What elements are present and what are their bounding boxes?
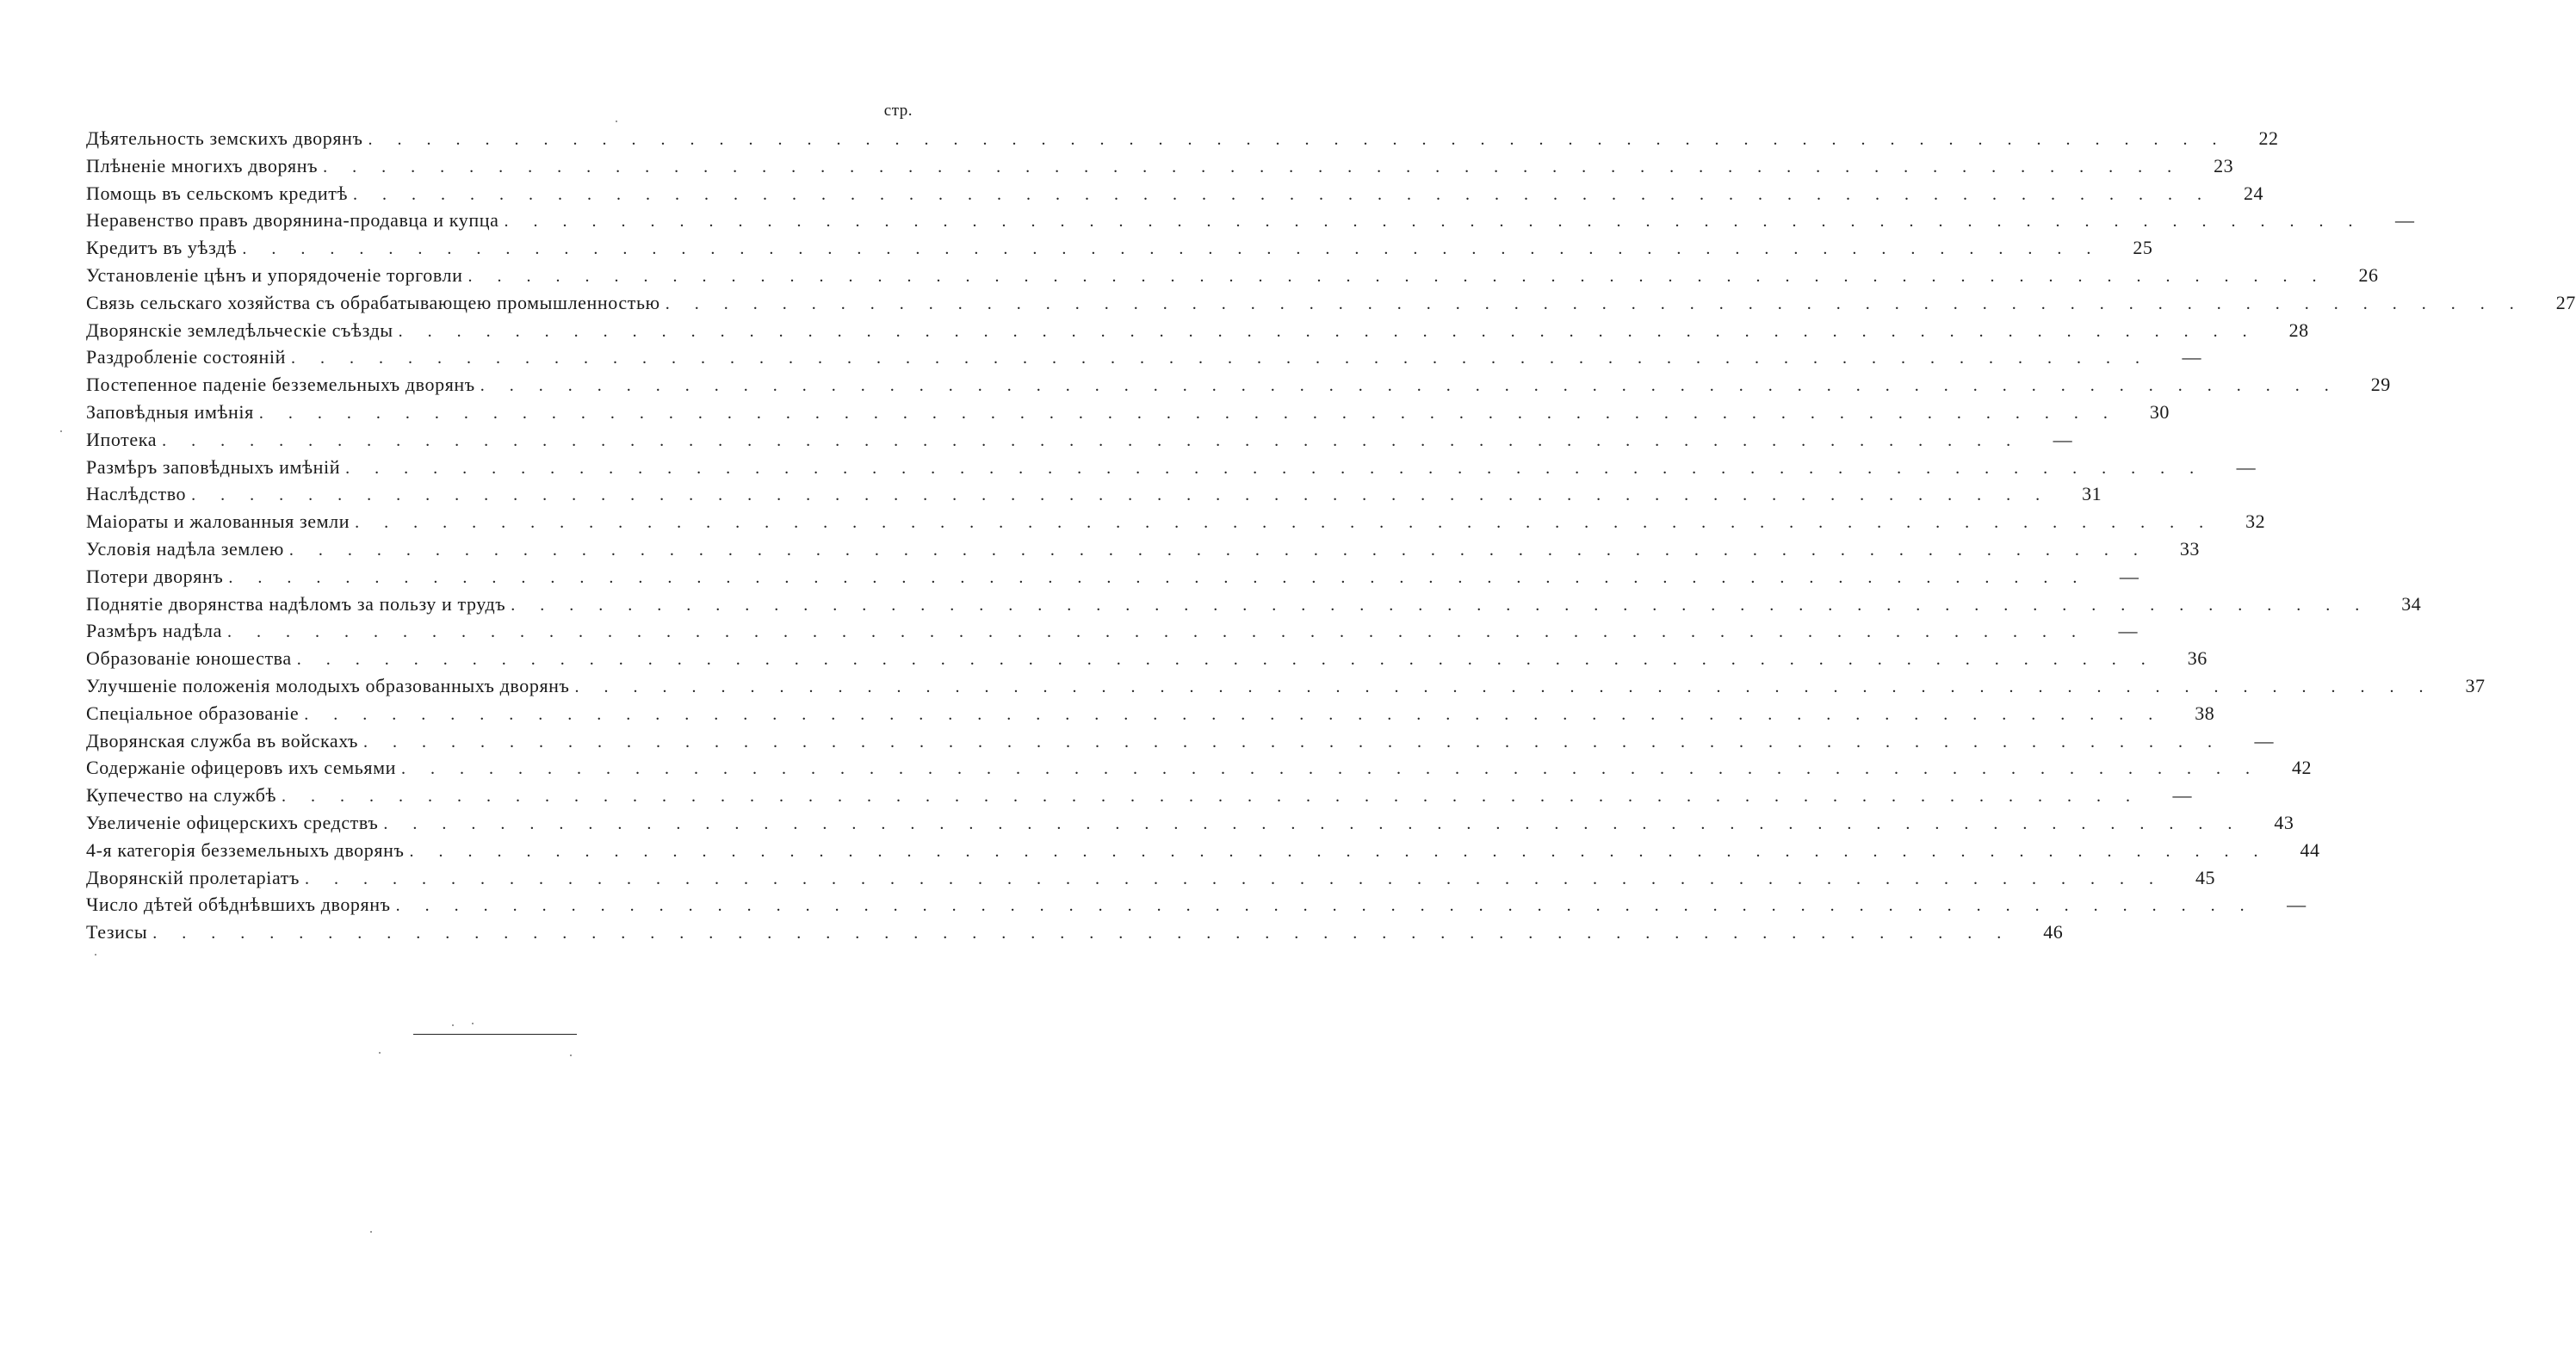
toc-entry-title: Дворянская служба въ войскахъ xyxy=(86,729,359,752)
toc-dot-leader: . . . . . . . . . . . . . . . . . . . . . . . . . . . . . . . . . . . . . . . . . . . . . . . . . . . . . . . . . . . . . . . . xyxy=(511,595,2370,615)
toc-entry-title: Потери дворянъ xyxy=(86,565,224,587)
toc-dot-leader: . . . . . . . . . . . . . . . . . . . . . . . . . . . . . . . . . . . . . . . . . . . . . . . . . . . . . . . . . . . . . . . . xyxy=(304,704,2164,724)
toc-entry xyxy=(86,864,2215,892)
toc-entry xyxy=(86,234,2153,262)
toc-entry xyxy=(86,919,2064,946)
toc-entry-title: Неравенство правъ дворянина-продавца и купца xyxy=(86,209,499,232)
toc-dot-leader: . . . . . . . . . . . . . . . . . . . . . . . . . . . . . . . . . . . . . . . . . . . . . . . . . . . . . . . . . . . . . . . . xyxy=(152,924,2012,943)
toc-entry xyxy=(86,591,2422,618)
toc-entry xyxy=(86,371,2391,399)
toc-entry-title: Постепенное паденіе безземельныхъ дворянъ xyxy=(86,374,475,396)
toc-dot-leader: . . . . . . . . . . . . . . . . . . . . . . . . . . . . . . . . . . . . . . . . . . . . . . . . . . . . . . . . . . . . . . . . xyxy=(296,650,2156,670)
toc-entry-title: Раздробленіе состояній xyxy=(86,346,286,368)
scan-speck xyxy=(370,1231,372,1233)
toc-entry-title: Содержаніе офицеровъ ихъ семьями xyxy=(86,757,396,779)
toc-dot-leader: . . . . . . . . . . . . . . . . . . . . . . . . . . . . . . . . . . . . . . . . . . . . . . . . . . . . . . . . . . . . . . . . xyxy=(409,841,2269,861)
toc-entry-page: — xyxy=(2118,620,2138,642)
toc-entry-page: 38 xyxy=(2195,702,2215,724)
toc-dot-leader: . . . . . . . . . . . . . . . . . . . . . . . . . . . . . . . . . . . . . . . . . . . . . . . . . . . . . . . . . . . . . . . . xyxy=(468,266,2327,286)
toc-entry-page: 46 xyxy=(2043,921,2064,943)
toc-entry xyxy=(86,262,2379,289)
toc-entry-page: 43 xyxy=(2274,811,2294,833)
toc-dot-leader: . . . . . . . . . . . . . . . . . . . . . . . . . . . . . . . . . . . . . . . . . . . . . . . . . . . . . . . . . . . . . . . . xyxy=(288,540,2148,560)
toc-dot-leader: . . . . . . . . . . . . . . . . . . . . . . . . . . . . . . . . . . . . . . . . . . . . . . . . . . . . . . . . . . . . . . . . xyxy=(504,212,2363,232)
toc-dot-leader: . . . . . . . . . . . . . . . . . . . . . . . . . . . . . . . . . . . . . . . . . . . . . . . . . . . . . . . . . . . . . . . . xyxy=(242,239,2102,259)
toc-entry-page: 36 xyxy=(2187,647,2208,670)
table-of-contents xyxy=(86,125,2576,946)
scan-speck xyxy=(452,1024,454,1026)
toc-entry-page: 45 xyxy=(2195,866,2215,888)
toc-entry-title: Образованіе юношества xyxy=(86,647,292,670)
toc-entry-page: 42 xyxy=(2291,757,2312,779)
toc-dot-leader: . . . . . . . . . . . . . . . . . . . . . . . . . . . . . . . . . . . . . . . . . . . . . . . . . . . . . . . . . . . . . . . . xyxy=(665,294,2524,313)
toc-entry-page: 31 xyxy=(2082,483,2102,505)
toc-entry-page: 34 xyxy=(2401,592,2422,615)
toc-entry-title: Кредитъ въ уѣздѣ xyxy=(86,237,238,259)
toc-entry-title: Размѣръ надѣла xyxy=(86,620,222,642)
toc-entry-page: 26 xyxy=(2358,263,2379,286)
toc-dot-leader: . . . . . . . . . . . . . . . . . . . . . . . . . . . . . . . . . . . . . . . . . . . . . . . . . . . . . . . . . . . . . . . . xyxy=(574,677,2434,696)
toc-entry-title: Ипотека xyxy=(86,428,158,450)
toc-entry xyxy=(86,700,2215,727)
toc-entry-title: Связь сельскаго хозяйства съ обрабатывающею промышленностью xyxy=(86,291,660,313)
scan-speck xyxy=(95,954,96,956)
toc-entry xyxy=(86,754,2312,782)
toc-entry-page: 22 xyxy=(2258,127,2279,149)
toc-entry-title: Маіораты и жалованныя земли xyxy=(86,510,350,533)
toc-entry xyxy=(86,672,2486,700)
toc-entry xyxy=(86,454,2257,481)
toc-dot-leader: . . . . . . . . . . . . . . . . . . . . . . . . . . . . . . . . . . . . . . . . . . . . . . . . . . . . . . . . . . . . . . . . xyxy=(323,157,2183,176)
toc-entry xyxy=(86,207,2415,234)
scan-speck xyxy=(616,121,617,122)
toc-entry xyxy=(86,125,2279,152)
toc-entry xyxy=(86,837,2320,864)
closing-rule xyxy=(413,1034,577,1035)
toc-entry xyxy=(86,645,2208,672)
toc-entry-page: 30 xyxy=(2149,400,2170,423)
toc-entry-title: Поднятіе дворянства надѣломъ за пользу и трудъ xyxy=(86,592,506,615)
toc-entry xyxy=(86,152,2234,180)
toc-entry xyxy=(86,563,2139,591)
toc-dot-leader: . . . . . . . . . . . . . . . . . . . . . . . . . . . . . . . . . . . . . . . . . . . . . . . . . . . . . . . . . . . . . . . . xyxy=(291,349,2150,368)
toc-entry-title: Улучшеніе положенія молодыхъ образованныхъ дворянъ xyxy=(86,674,570,696)
toc-entry-title: Дворянскіе земледѣльческіе съѣзды xyxy=(86,319,393,341)
toc-dot-leader: . . . . . . . . . . . . . . . . . . . . . . . . . . . . . . . . . . . . . . . . . . . . . . . . . . . . . . . . . . . . . . . . xyxy=(282,787,2141,807)
toc-entry-title: Условія надѣла землею xyxy=(86,537,284,560)
toc-dot-leader: . . . . . . . . . . . . . . . . . . . . . . . . . . . . . . . . . . . . . . . . . . . . . . . . . . . . . . . . . . . . . . . . xyxy=(353,184,2212,204)
toc-entry-page: — xyxy=(2287,894,2307,916)
toc-dot-leader: . . . . . . . . . . . . . . . . . . . . . . . . . . . . . . . . . . . . . . . . . . . . . . . . . . . . . . . . . . . . . . . . xyxy=(258,403,2118,423)
toc-entry-title: Купечество на службѣ xyxy=(86,784,277,807)
toc-entry-page: 28 xyxy=(2288,319,2309,341)
toc-entry-title: Дворянскій пролетаріатъ xyxy=(86,866,300,888)
toc-entry-page: — xyxy=(2254,729,2275,752)
toc-entry-page: 32 xyxy=(2245,510,2266,533)
toc-entry-title: Увеличеніе офицерскихъ средствъ xyxy=(86,811,379,833)
page-column-header: стр. xyxy=(883,102,913,120)
toc-entry-title: Спеціальное образованіе xyxy=(86,702,300,724)
toc-entry xyxy=(86,727,2275,755)
toc-dot-leader: . . . . . . . . . . . . . . . . . . . . . . . . . . . . . . . . . . . . . . . . . . . . . . . . . . . . . . . . . . . . . . . . xyxy=(400,759,2260,779)
toc-dot-leader: . . . . . . . . . . . . . . . . . . . . . . . . . . . . . . . . . . . . . . . . . . . . . . . . . . . . . . . . . . . . . . . . xyxy=(480,376,2339,396)
toc-entry-title: Заповѣдныя имѣнія xyxy=(86,400,254,423)
toc-dot-leader: . . . . . . . . . . . . . . . . . . . . . . . . . . . . . . . . . . . . . . . . . . . . . . . . . . . . . . . . . . . . . . . . xyxy=(226,622,2086,642)
toc-entry-title: Наслѣдство xyxy=(86,483,187,505)
toc-entry-page: — xyxy=(2182,346,2201,368)
scan-speck xyxy=(472,1023,474,1024)
toc-dot-leader: . . . . . . . . . . . . . . . . . . . . . . . . . . . . . . . . . . . . . . . . . . . . . . . . . . . . . . . . . . . . . . . . xyxy=(162,430,2022,450)
toc-entry xyxy=(86,782,2193,809)
toc-dot-leader: . . . . . . . . . . . . . . . . . . . . . . . . . . . . . . . . . . . . . . . . . . . . . . . . . . . . . . . . . . . . . . . . xyxy=(345,458,2205,478)
toc-entry-title: Тезисы xyxy=(86,921,148,943)
toc-entry-page: 27 xyxy=(2555,291,2576,313)
toc-entry-title: Установленіе цѣнъ и упорядоченіе торговли xyxy=(86,263,463,286)
toc-entry-page: — xyxy=(2119,565,2139,587)
toc-entry-page: — xyxy=(2053,428,2073,450)
scan-speck xyxy=(570,1055,572,1056)
scan-speck xyxy=(60,430,62,432)
toc-entry-page: 44 xyxy=(2300,838,2320,861)
toc-dot-leader: . . . . . . . . . . . . . . . . . . . . . . . . . . . . . . . . . . . . . . . . . . . . . . . . . . . . . . . . . . . . . . . . xyxy=(304,869,2164,888)
toc-dot-leader: . . . . . . . . . . . . . . . . . . . . . . . . . . . . . . . . . . . . . . . . . . . . . . . . . . . . . . . . . . . . . . . . xyxy=(398,321,2257,341)
toc-dot-leader: . . . . . . . . . . . . . . . . . . . . . . . . . . . . . . . . . . . . . . . . . . . . . . . . . . . . . . . . . . . . . . . . xyxy=(355,513,2214,533)
toc-entry-title: 4-я категорія безземельныхъ дворянъ xyxy=(86,838,405,861)
toc-entry-page: — xyxy=(2236,455,2257,478)
toc-entry xyxy=(86,426,2073,454)
toc-entry xyxy=(86,180,2263,207)
toc-dot-leader: . . . . . . . . . . . . . . . . . . . . . . . . . . . . . . . . . . . . . . . . . . . . . . . . . . . . . . . . . . . . . . . . xyxy=(191,486,2051,505)
toc-entry-page: 33 xyxy=(2179,537,2200,560)
toc-entry xyxy=(86,480,2102,508)
toc-entry xyxy=(86,535,2200,563)
toc-entry-title: Число дѣтей обѣднѣвшихъ дворянъ xyxy=(86,894,391,916)
toc-entry-page: 29 xyxy=(2370,374,2391,396)
toc-entry-title: Помощь въ сельскомъ кредитѣ xyxy=(86,182,348,204)
toc-entry-page: — xyxy=(2394,209,2415,232)
toc-dot-leader: . . . . . . . . . . . . . . . . . . . . . . . . . . . . . . . . . . . . . . . . . . . . . . . . . . . . . . . . . . . . . . . . xyxy=(395,896,2255,916)
toc-entry xyxy=(86,617,2138,645)
toc-entry-title: Дѣятельность земскихъ дворянъ xyxy=(86,127,363,149)
toc-entry xyxy=(86,289,2576,317)
toc-entry xyxy=(86,317,2309,344)
toc-entry-title: Размѣръ заповѣдныхъ имѣній xyxy=(86,455,341,478)
scan-speck xyxy=(379,1052,381,1054)
toc-entry xyxy=(86,399,2170,426)
toc-entry xyxy=(86,508,2266,535)
toc-dot-leader: . . . . . . . . . . . . . . . . . . . . . . . . . . . . . . . . . . . . . . . . . . . . . . . . . . . . . . . . . . . . . . . . xyxy=(383,813,2243,833)
toc-entry-title: Плѣненіе многихъ дворянъ xyxy=(86,154,319,176)
toc-dot-leader: . . . . . . . . . . . . . . . . . . . . . . . . . . . . . . . . . . . . . . . . . . . . . . . . . . . . . . . . . . . . . . . . xyxy=(228,567,2088,587)
toc-entry xyxy=(86,343,2201,371)
toc-entry-page: 23 xyxy=(2214,154,2234,176)
toc-dot-leader: . . . . . . . . . . . . . . . . . . . . . . . . . . . . . . . . . . . . . . . . . . . . . . . . . . . . . . . . . . . . . . . . xyxy=(363,732,2223,752)
toc-entry-page: 37 xyxy=(2465,674,2486,696)
toc-entry xyxy=(86,891,2307,919)
toc-entry-page: — xyxy=(2172,784,2193,807)
toc-entry-page: 25 xyxy=(2133,237,2153,259)
toc-entry-page: 24 xyxy=(2244,182,2263,204)
toc-dot-leader: . . . . . . . . . . . . . . . . . . . . . . . . . . . . . . . . . . . . . . . . . . . . . . . . . . . . . . . . . . . . . . . . xyxy=(368,130,2227,149)
toc-entry xyxy=(86,809,2294,837)
